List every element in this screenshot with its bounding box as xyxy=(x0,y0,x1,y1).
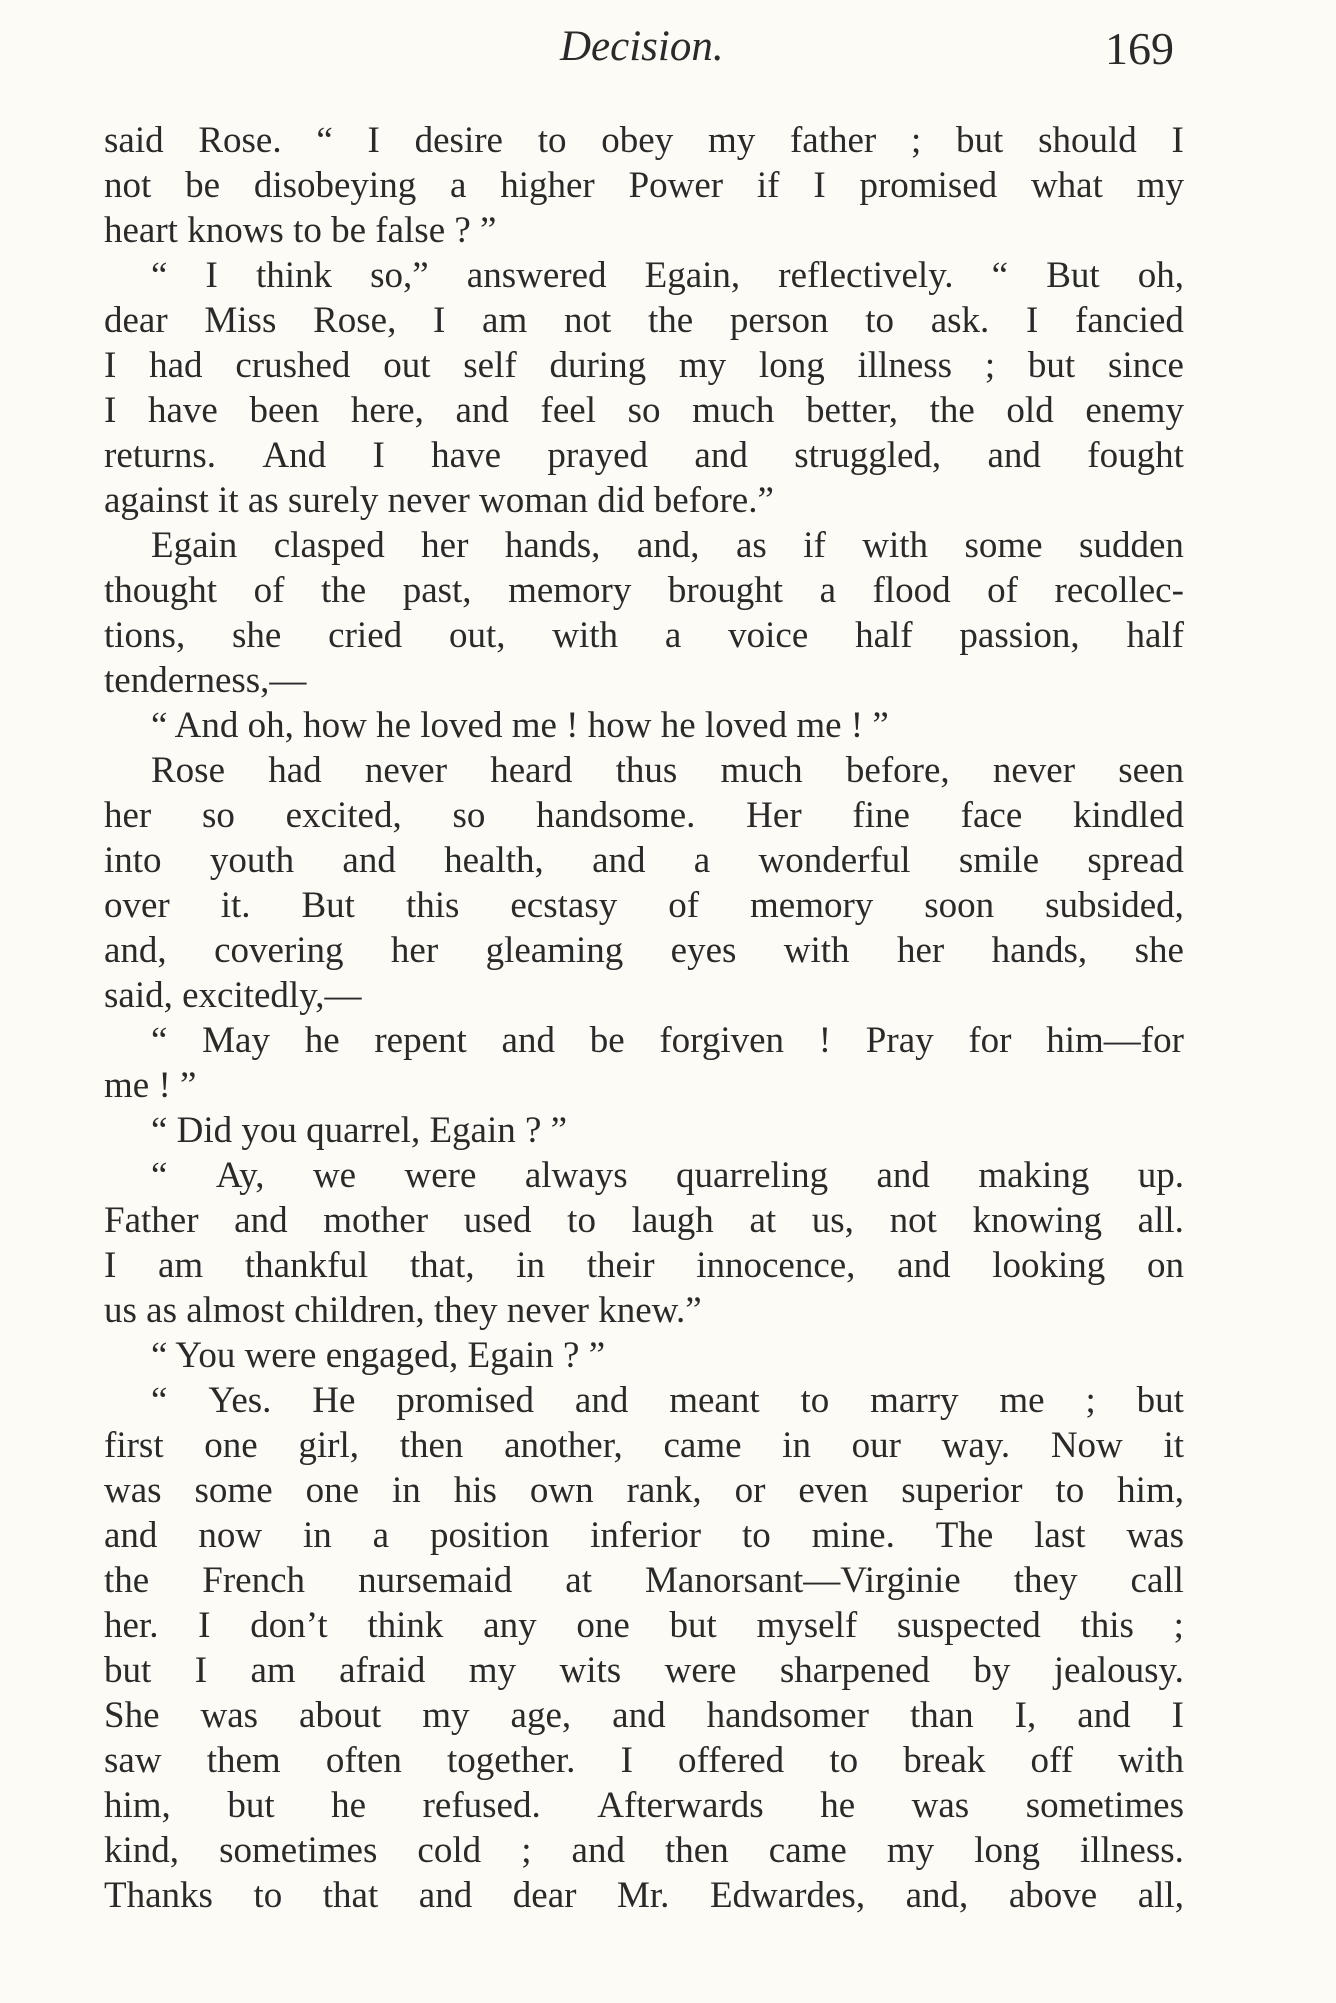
text-line: me ! ” xyxy=(104,1065,197,1106)
text-line: but I am afraid my wits were sharpened by jealousy. xyxy=(104,1650,1184,1691)
page-number: 169 xyxy=(1105,23,1174,74)
text-line: and now in a position inferior to mine. The last was xyxy=(104,1515,1184,1556)
text-line: I have been here, and feel so much better, the old enemy xyxy=(104,390,1184,431)
text-line: “ You were engaged, Egain ? ” xyxy=(151,1335,606,1376)
text-line: not be disobeying a higher Power if I promised what my xyxy=(104,165,1184,206)
text-line: I had crushed out self during my long illness ; but since xyxy=(104,345,1184,386)
text-line: us as almost children, they never knew.” xyxy=(104,1290,702,1331)
text-line: and, covering her gleaming eyes with her hands, she xyxy=(104,930,1184,971)
text-line: Rose had never heard thus much before, never seen xyxy=(151,750,1184,791)
text-line: saw them often together. I offered to break off with xyxy=(104,1740,1184,1781)
text-line: I am thankful that, in their innocence, and looking on xyxy=(104,1245,1184,1286)
text-line: returns. And I have prayed and struggled, and fought xyxy=(104,435,1184,476)
text-line: Egain clasped her hands, and, as if with some sudden xyxy=(151,525,1184,566)
text-line: tions, she cried out, with a voice half passion, half xyxy=(104,615,1184,656)
text-line: against it as surely never woman did before.” xyxy=(104,480,774,521)
text-line: into youth and health, and a wonderful smile spread xyxy=(104,840,1184,881)
text-line: kind, sometimes cold ; and then came my long illness. xyxy=(104,1830,1184,1871)
text-line: said Rose. “ I desire to obey my father ; but should I xyxy=(104,120,1184,161)
text-line: the French nursemaid at Manorsant—Virginie they call xyxy=(104,1560,1184,1601)
text-line: was some one in his own rank, or even superior to him, xyxy=(104,1470,1184,1511)
text-line: heart knows to be false ? ” xyxy=(104,210,497,251)
text-line: “ May he repent and be forgiven ! Pray for him—for xyxy=(151,1020,1184,1061)
text-line: “ Ay, we were always quarreling and making up. xyxy=(151,1155,1184,1196)
text-line: “ I think so,” answered Egain, reflectively. “ But oh, xyxy=(151,255,1184,296)
text-line: “ Did you quarrel, Egain ? ” xyxy=(151,1110,568,1151)
body-text xyxy=(104,118,1184,1918)
text-line: She was about my age, and handsomer than I, and I xyxy=(104,1695,1184,1736)
text-line: thought of the past, memory brought a flood of recollec- xyxy=(104,570,1184,611)
text-line: dear Miss Rose, I am not the person to ask. I fancied xyxy=(104,300,1184,341)
text-line: him, but he refused. Afterwards he was sometimes xyxy=(104,1785,1184,1826)
text-line: said, excitedly,— xyxy=(104,975,362,1016)
text-line: first one girl, then another, came in our way. Now it xyxy=(104,1425,1184,1466)
text-line: Thanks to that and dear Mr. Edwardes, and, above all, xyxy=(104,1875,1184,1916)
text-line: tenderness,— xyxy=(104,660,307,701)
text-line: “ And oh, how he loved me ! how he loved me ! ” xyxy=(151,705,889,746)
text-line: “ Yes. He promised and meant to marry me ; but xyxy=(151,1380,1184,1421)
text-line: her so excited, so handsome. Her fine face kindled xyxy=(104,795,1184,836)
text-line: her. I don’t think any one but myself suspected this ; xyxy=(104,1605,1184,1646)
text-line: Father and mother used to laugh at us, not knowing all. xyxy=(104,1200,1184,1241)
text-line: over it. But this ecstasy of memory soon subsided, xyxy=(104,885,1184,926)
running-head-title: Decision. xyxy=(560,23,724,70)
